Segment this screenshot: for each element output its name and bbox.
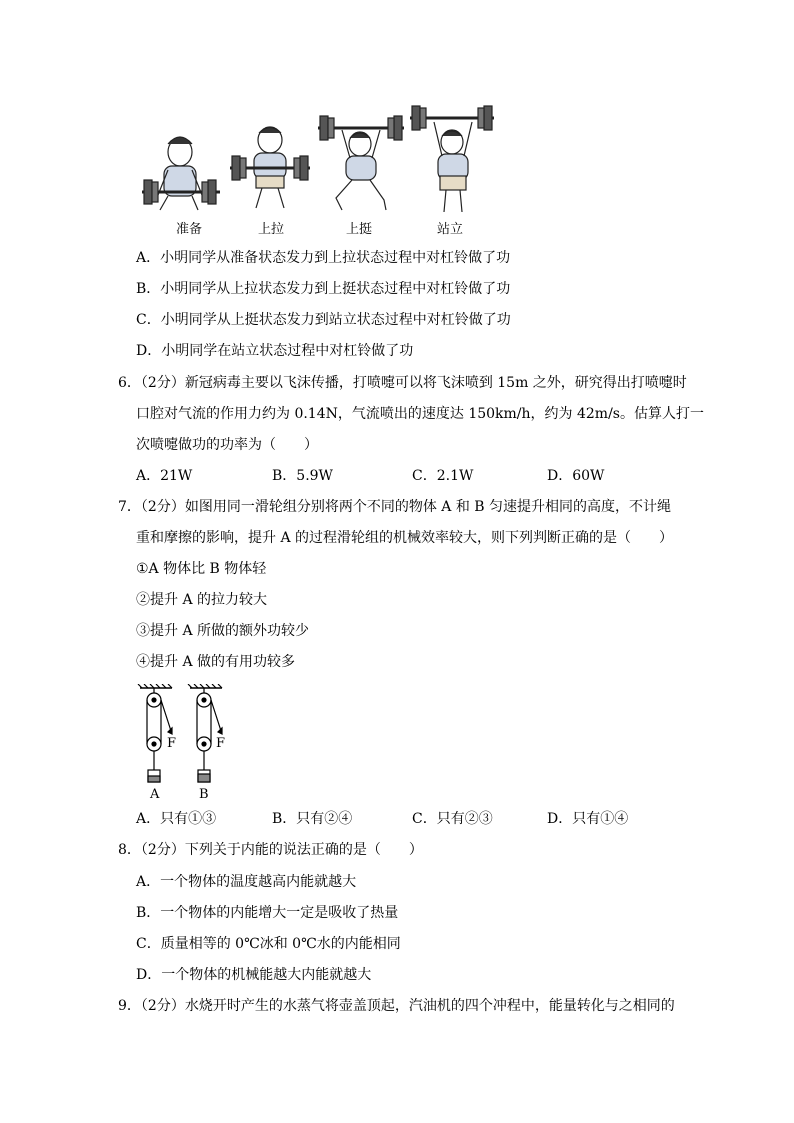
pulley-system-b <box>188 684 222 782</box>
lifter-ready-illustration <box>142 137 220 210</box>
q7-option-a[interactable]: A．只有①③ <box>136 811 217 827</box>
caption-pull: 上拉 <box>258 222 285 237</box>
q7-statement-4: ④提升 A 做的有用功较多 <box>136 654 296 670</box>
q5-option-d[interactable]: D．小明同学在站立状态过程中对杠铃做了功 <box>136 343 414 359</box>
caption-ready: 准备 <box>176 222 203 237</box>
q7-stem-line-1: 7．（2分）如图用同一滑轮组分别将两个不同的物体 A 和 B 匀速提升相同的高度，不计绳 <box>118 499 672 515</box>
pulley-b-force-label: F <box>216 736 226 751</box>
q7-option-c[interactable]: C．只有②③ <box>412 811 493 827</box>
lifter-stand-illustration <box>410 106 494 212</box>
q9-stem: 9．（2分）水烧开时产生的水蒸气将壶盖顶起，汽油机的四个冲程中，能量转化与之相同的 <box>118 998 675 1014</box>
q6-option-a[interactable]: A．21W <box>136 468 193 484</box>
weightlifting-figure <box>138 100 498 215</box>
q8-option-b[interactable]: B．一个物体的内能增大一定是吸收了热量 <box>136 905 399 921</box>
q7-statement-1: ①A 物体比 B 物体轻 <box>136 561 267 577</box>
q5-option-b[interactable]: B．小明同学从上拉状态发力到上挺状态过程中对杠铃做了功 <box>136 281 511 297</box>
q6-stem-line-3: 次喷嚏做功的功率为（ ） <box>136 437 318 453</box>
q7-statement-2: ②提升 A 的拉力较大 <box>136 592 268 608</box>
q7-stem-line-2: 重和摩擦的影响，提升 A 的过程滑轮组的机械效率较大，则下列判断正确的是（ ） <box>136 530 674 546</box>
q6-option-d[interactable]: D．60W <box>547 468 605 484</box>
q7-statement-3: ③提升 A 所做的额外功较少 <box>136 623 310 639</box>
q6-stem-line-2: 口腔对气流的作用力约为 0.14N，气流喷出的速度达 150km/h，约为 42m/s。估算人打一 <box>136 406 704 422</box>
q6-option-b[interactable]: B．5.9W <box>272 468 333 484</box>
q5-option-a[interactable]: A．小明同学从准备状态发力到上拉状态过程中对杠铃做了功 <box>136 250 511 266</box>
pulley-a-label: A <box>150 787 160 802</box>
q8-stem: 8．（2分）下列关于内能的说法正确的是（ ） <box>118 842 423 858</box>
pulley-b-label: B <box>199 787 209 802</box>
q8-option-d[interactable]: D．一个物体的机械能越大内能就越大 <box>136 967 372 983</box>
pulley-a-force-label: F <box>167 736 177 751</box>
q7-option-b[interactable]: B．只有②④ <box>272 811 353 827</box>
q7-option-d[interactable]: D．只有①④ <box>547 811 629 827</box>
lifter-pull-illustration <box>230 127 310 208</box>
lifter-jerk-illustration <box>318 116 404 210</box>
q5-option-c[interactable]: C．小明同学从上挺状态发力到站立状态过程中对杠铃做了功 <box>136 312 511 328</box>
q8-option-c[interactable]: C．质量相等的 0℃冰和 0℃水的内能相同 <box>136 936 401 952</box>
pulley-diagram <box>132 684 242 804</box>
caption-stand: 站立 <box>437 222 464 237</box>
q6-stem-line-1: 6．（2分）新冠病毒主要以飞沫传播，打喷嚏可以将飞沫喷到 15m 之外，研究得出打喷嚏时 <box>118 375 687 391</box>
caption-jerk: 上挺 <box>346 222 373 237</box>
q8-option-a[interactable]: A．一个物体的温度越高内能就越大 <box>136 874 357 890</box>
pulley-system-a <box>138 684 172 782</box>
q6-option-c[interactable]: C．2.1W <box>412 468 474 484</box>
